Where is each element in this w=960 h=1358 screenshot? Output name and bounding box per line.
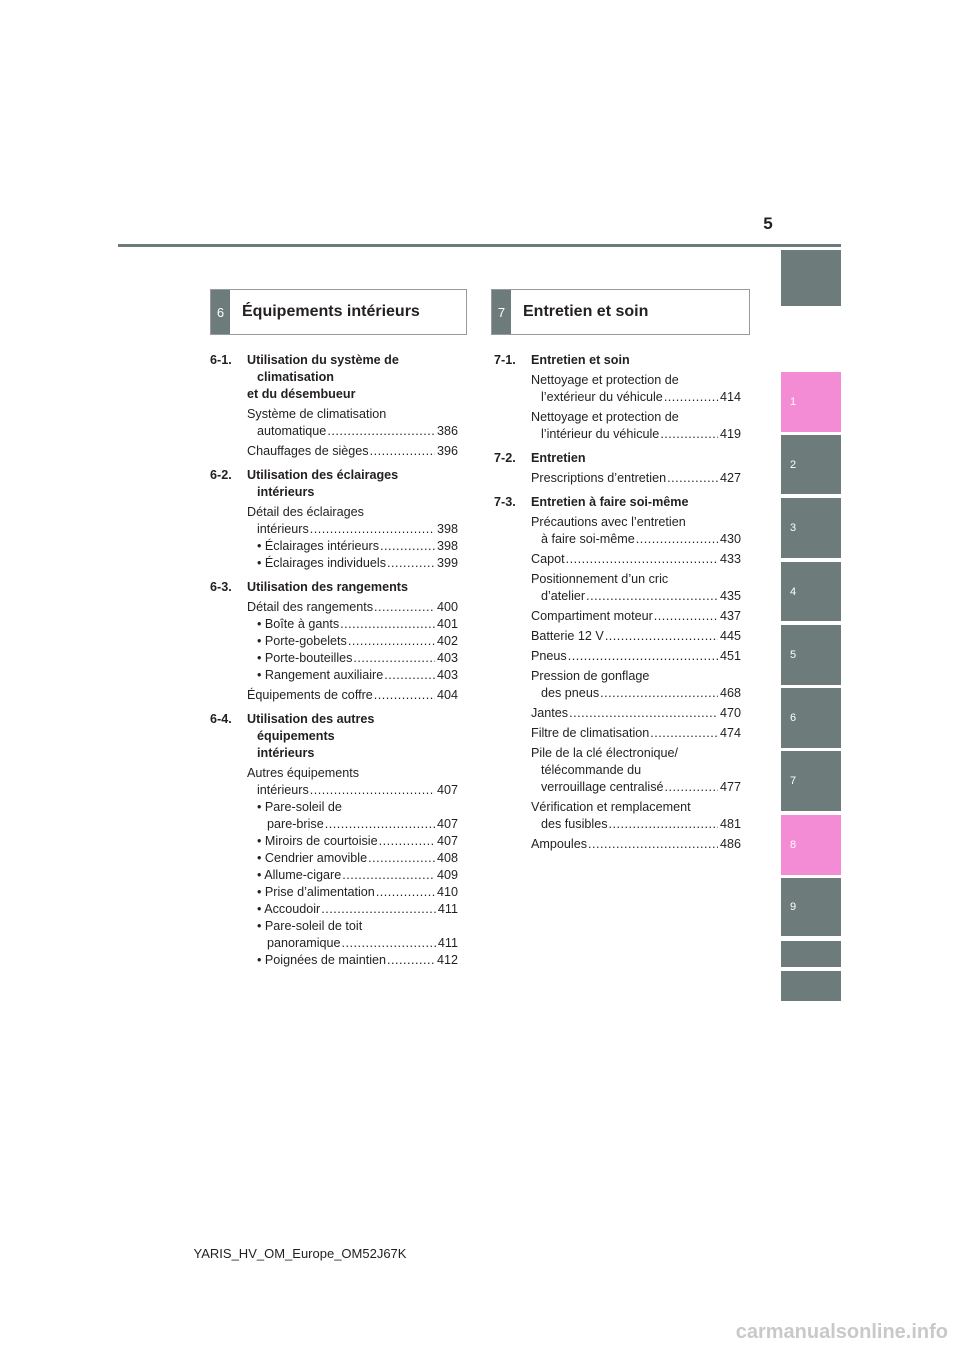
toc-label: panoramique — [267, 936, 341, 950]
toc-label: l’intérieur du véhicule — [541, 427, 660, 441]
subitem-line: • Pare-soleil de toit — [257, 919, 363, 933]
page-ref[interactable]: 398 — [436, 522, 458, 536]
subsection-title-line: climatisation — [257, 370, 334, 384]
subsection-code: 7-2. — [494, 451, 516, 465]
toc-line — [247, 599, 458, 616]
toc-entry[interactable] — [531, 608, 741, 625]
page-ref[interactable]: 411 — [437, 902, 458, 916]
leader-dots — [387, 555, 435, 572]
toc-entry[interactable] — [531, 571, 741, 605]
toc-line — [257, 884, 458, 901]
toc-label: à faire soi-même — [541, 532, 635, 546]
toc-line — [257, 538, 458, 555]
toc-label: Jantes — [531, 706, 569, 720]
subsection-code: 6-4. — [210, 712, 232, 726]
toc-line — [257, 816, 458, 833]
chapter-tab-1[interactable] — [781, 372, 841, 432]
page-ref[interactable]: 486 — [719, 837, 741, 851]
header-rule — [118, 244, 841, 247]
chapter-tab-blank[interactable] — [781, 250, 841, 306]
page-ref[interactable]: 398 — [436, 539, 458, 553]
toc-entry[interactable] — [531, 470, 741, 487]
leader-dots — [342, 935, 436, 952]
subsection-title-line: Entretien et soin — [531, 353, 630, 367]
chapter-tab-blank[interactable] — [781, 971, 841, 1001]
toc-label: • Porte-bouteilles — [257, 651, 353, 665]
page-ref[interactable]: 481 — [719, 817, 741, 831]
page-ref[interactable]: 430 — [719, 532, 741, 546]
toc-line — [247, 782, 458, 799]
entry-line: Positionnement d’un cric — [531, 572, 669, 586]
subsection-title — [247, 711, 458, 762]
section-7-title: Entretien et soin — [523, 303, 649, 320]
toc-line — [247, 423, 458, 440]
page-ref[interactable]: 404 — [436, 688, 458, 702]
page-ref[interactable]: 435 — [719, 589, 741, 603]
toc-line — [257, 667, 458, 684]
section-7-number: 7 — [492, 290, 511, 334]
toc-entry[interactable] — [247, 765, 458, 969]
subsection-title-line: intérieurs — [257, 746, 315, 760]
subsection-title — [531, 450, 741, 467]
leader-dots — [636, 531, 718, 548]
leader-dots — [310, 782, 435, 799]
subsection-title — [247, 467, 458, 501]
page-ref[interactable]: 468 — [719, 686, 741, 700]
page-ref[interactable]: 412 — [436, 953, 458, 967]
toc-subsection — [494, 494, 741, 853]
leader-dots — [368, 850, 435, 867]
chapter-tab-7[interactable] — [781, 751, 841, 811]
entry-line: Précautions avec l’entretien — [531, 515, 686, 529]
page-ref[interactable]: 407 — [436, 783, 458, 797]
toc-entry[interactable] — [247, 504, 458, 572]
subsection-title — [247, 579, 458, 596]
toc-label: Détail des rangements — [247, 600, 374, 614]
toc-line — [531, 389, 741, 406]
toc-label: automatique — [257, 424, 327, 438]
toc-label: • Porte-gobelets — [257, 634, 347, 648]
section-6-title: Équipements intérieurs — [242, 303, 420, 320]
toc-line — [257, 650, 458, 667]
toc-line — [531, 648, 741, 665]
chapter-tab-label: 3 — [790, 522, 797, 534]
subsection-code: 6-2. — [210, 468, 232, 482]
leader-dots — [379, 833, 435, 850]
toc-subitems — [247, 538, 458, 572]
page-ref[interactable]: 445 — [719, 629, 741, 643]
leader-dots — [568, 648, 718, 665]
toc-label: verrouillage centralisé — [541, 780, 664, 794]
page-ref[interactable]: 411 — [437, 936, 458, 950]
toc-label: d’atelier — [541, 589, 586, 603]
toc-line — [257, 952, 458, 969]
toc-line — [531, 588, 741, 605]
toc-line — [257, 555, 458, 572]
leader-dots — [660, 426, 718, 443]
page-ref[interactable]: 407 — [436, 817, 458, 831]
toc-line — [531, 725, 741, 742]
subitem-line: • Pare-soleil de — [257, 800, 342, 814]
leader-dots — [374, 687, 435, 704]
chapter-tab-8[interactable] — [781, 815, 841, 875]
subsection-title-line: Entretien à faire soi-même — [531, 495, 689, 509]
toc-label: Filtre de climatisation — [531, 726, 650, 740]
leader-dots — [667, 470, 718, 487]
leader-dots — [665, 779, 718, 796]
entry-line: Nettoyage et protection de — [531, 373, 679, 387]
entry-line: Vérification et remplacement — [531, 800, 691, 814]
toc-label: Batterie 12 V — [531, 629, 604, 643]
toc-label: • Poignées de maintien — [257, 953, 387, 967]
subsection-title-line: Utilisation des rangements — [247, 580, 408, 594]
leader-dots — [588, 836, 718, 853]
page-ref[interactable]: 419 — [719, 427, 741, 441]
toc-entry[interactable] — [531, 648, 741, 665]
leader-dots — [310, 521, 435, 538]
page-ref[interactable]: 409 — [436, 868, 458, 882]
entry-line: Nettoyage et protection de — [531, 410, 679, 424]
page-ref[interactable]: 474 — [719, 726, 741, 740]
toc-entry[interactable] — [531, 799, 741, 833]
toc-line — [257, 633, 458, 650]
page-ref[interactable]: 402 — [436, 634, 458, 648]
toc-label: • Allume-cigare — [257, 868, 342, 882]
leader-dots — [650, 725, 718, 742]
page-ref[interactable]: 386 — [436, 424, 458, 438]
toc-subsection — [210, 579, 458, 704]
chapter-tab-blank[interactable] — [781, 941, 841, 967]
page-ref[interactable]: 470 — [719, 706, 741, 720]
toc-subsection — [210, 711, 458, 969]
toc-label: • Cendrier amovible — [257, 851, 368, 865]
toc-subitems — [247, 616, 458, 684]
toc-line — [257, 850, 458, 867]
chapter-tab-label: 2 — [790, 458, 797, 471]
page-ref[interactable]: 407 — [436, 834, 458, 848]
page-ref[interactable]: 433 — [719, 552, 741, 566]
page-ref[interactable]: 408 — [436, 851, 458, 865]
subsection-title-line: intérieurs — [257, 485, 315, 499]
toc-line — [531, 608, 741, 625]
chapter-tab-label: 1 — [790, 396, 797, 408]
chapter-tab-5[interactable] — [781, 625, 841, 685]
subsection-title — [531, 494, 741, 511]
toc-entry[interactable] — [531, 514, 741, 548]
toc-subsection — [210, 352, 458, 460]
toc-line — [531, 816, 741, 833]
entry-line: Système de climatisation — [247, 407, 387, 421]
leader-dots — [374, 599, 435, 616]
subsection-code: 6-3. — [210, 580, 232, 594]
leader-dots — [600, 685, 718, 702]
toc-label: • Rangement auxiliaire — [257, 668, 384, 682]
chapter-tab-label: 4 — [790, 585, 797, 598]
page-ref[interactable]: 403 — [436, 668, 458, 682]
entry-line: Pression de gonflage — [531, 669, 650, 683]
leader-dots — [340, 616, 435, 633]
page-ref[interactable]: 399 — [436, 556, 458, 570]
page-ref[interactable]: 414 — [719, 390, 741, 404]
toc-entry[interactable] — [531, 725, 741, 742]
toc-label: Chauffages de sièges — [247, 444, 369, 458]
leader-dots — [327, 423, 435, 440]
toc-line — [531, 836, 741, 853]
subsection-title — [531, 352, 741, 369]
leader-dots — [321, 901, 436, 918]
toc-line — [247, 687, 458, 704]
toc-label: Ampoules — [531, 837, 588, 851]
leader-dots — [380, 538, 435, 555]
section-6-number: 6 — [211, 290, 230, 334]
leader-dots — [566, 551, 718, 568]
page-ref[interactable]: 410 — [436, 885, 458, 899]
chapter-tab-9[interactable] — [781, 878, 841, 936]
section-6-header — [210, 289, 467, 335]
leader-dots — [586, 588, 718, 605]
leader-dots — [605, 628, 718, 645]
toc-label: pare-brise — [267, 817, 324, 831]
chapter-tab-label: 5 — [790, 649, 797, 661]
section-7-header — [491, 289, 750, 335]
toc-line — [531, 628, 741, 645]
section-7-contents — [494, 352, 741, 860]
toc-subsection — [494, 450, 741, 487]
subsection-title-line: équipements — [257, 729, 335, 743]
chapter-tab-2[interactable] — [781, 435, 841, 494]
toc-entry[interactable] — [247, 599, 458, 684]
watermark: carmanualsonline.info — [735, 1321, 948, 1343]
entry-line: Autres équipements — [247, 766, 360, 780]
toc-label: • Accoudoir — [257, 902, 321, 916]
toc-entry[interactable] — [247, 443, 458, 460]
leader-dots — [664, 389, 718, 406]
toc-line — [257, 867, 458, 884]
toc-entry[interactable] — [247, 687, 458, 704]
entry-line: Pile de la clé électronique/ — [531, 746, 679, 760]
document-footer: YARIS_HV_OM_Europe_OM52J67K — [193, 1246, 407, 1261]
subsection-code: 7-3. — [494, 495, 516, 509]
chapter-tab-label: 8 — [790, 839, 797, 851]
toc-label: Pneus — [531, 649, 567, 663]
page-ref[interactable]: 396 — [436, 444, 458, 458]
toc-label: • Éclairages individuels — [257, 556, 387, 570]
section-6-contents — [210, 352, 458, 976]
toc-line — [257, 935, 458, 952]
leader-dots — [609, 816, 718, 833]
subsection-title-line: et du désembueur — [247, 387, 356, 401]
chapter-tab-4[interactable] — [781, 562, 841, 621]
toc-line — [531, 551, 741, 568]
toc-entry[interactable] — [531, 745, 741, 796]
leader-dots — [342, 867, 435, 884]
toc-label: • Boîte à gants — [257, 617, 340, 631]
toc-label: Prescriptions d’entretien — [531, 471, 667, 485]
leader-dots — [325, 816, 435, 833]
subsection-code: 7-1. — [494, 353, 516, 367]
chapter-tab-label: 9 — [790, 901, 797, 913]
leader-dots — [376, 884, 435, 901]
leader-dots — [370, 443, 435, 460]
toc-line — [247, 443, 458, 460]
toc-line — [531, 705, 741, 722]
toc-label: • Prise d’alimentation — [257, 885, 375, 899]
subsection-code: 6-1. — [210, 353, 232, 367]
toc-subsection — [210, 467, 458, 572]
chapter-tab-6[interactable] — [781, 688, 841, 748]
chapter-tab-3[interactable] — [781, 498, 841, 558]
toc-entry[interactable] — [531, 551, 741, 568]
leader-dots — [384, 667, 435, 684]
toc-entry[interactable] — [531, 836, 741, 853]
toc-label: Compartiment moteur — [531, 609, 653, 623]
toc-line — [257, 616, 458, 633]
toc-label: intérieurs — [257, 783, 309, 797]
toc-entry[interactable] — [531, 668, 741, 702]
toc-line — [531, 426, 741, 443]
subsection-title-line: Utilisation des autres — [247, 712, 375, 726]
page-ref[interactable]: 437 — [719, 609, 741, 623]
toc-label: • Miroirs de courtoisie — [257, 834, 378, 848]
subsection-title-line: Utilisation du système de — [247, 353, 399, 367]
toc-label: des pneus — [541, 686, 600, 700]
toc-label: • Éclairages intérieurs — [257, 539, 380, 553]
chapter-tab-label: 7 — [790, 775, 797, 787]
leader-dots — [348, 633, 435, 650]
toc-entry[interactable] — [531, 409, 741, 443]
entry-line: Détail des éclairages — [247, 505, 364, 519]
toc-entry[interactable] — [247, 406, 458, 440]
page-ref[interactable]: 427 — [719, 471, 741, 485]
toc-line — [257, 833, 458, 850]
toc-line — [531, 779, 741, 796]
toc-label: Équipements de coffre — [247, 688, 373, 702]
subsection-title-line: Entretien — [531, 451, 586, 465]
toc-line — [531, 470, 741, 487]
toc-line — [531, 685, 741, 702]
toc-subitems — [247, 799, 458, 969]
toc-label: l’extérieur du véhicule — [541, 390, 663, 404]
toc-line — [531, 531, 741, 548]
entry-line: télécommande du — [541, 763, 642, 777]
page-ref[interactable]: 401 — [436, 617, 458, 631]
leader-dots — [387, 952, 435, 969]
toc-label: intérieurs — [257, 522, 309, 536]
page-ref[interactable]: 400 — [436, 600, 458, 614]
page-ref[interactable]: 403 — [436, 651, 458, 665]
leader-dots — [353, 650, 435, 667]
toc-entry[interactable] — [531, 628, 741, 645]
toc-subsection — [494, 352, 741, 443]
leader-dots — [654, 608, 718, 625]
toc-line — [257, 901, 458, 918]
page-ref[interactable]: 477 — [719, 780, 741, 794]
leader-dots — [569, 705, 718, 722]
page-ref[interactable]: 451 — [719, 649, 741, 663]
toc-label: Capot — [531, 552, 565, 566]
toc-entry[interactable] — [531, 372, 741, 406]
subsection-title — [247, 352, 458, 403]
toc-entry[interactable] — [531, 705, 741, 722]
subsection-title-line: Utilisation des éclairages — [247, 468, 399, 482]
page-number: 5 — [763, 214, 773, 233]
toc-line — [247, 521, 458, 538]
chapter-tab-label: 6 — [790, 712, 797, 724]
toc-label: des fusibles — [541, 817, 608, 831]
